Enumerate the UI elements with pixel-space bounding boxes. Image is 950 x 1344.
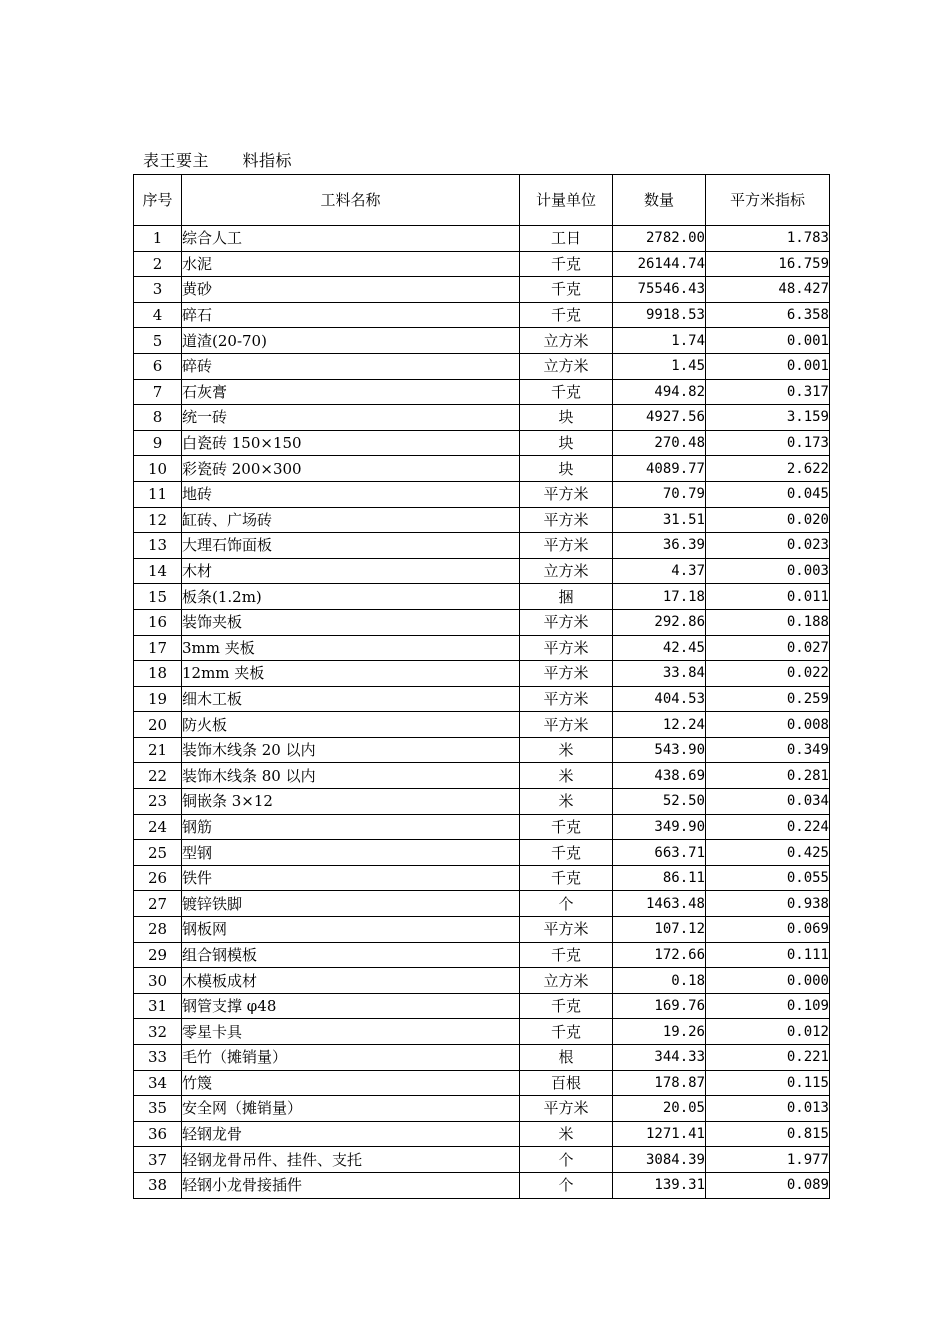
cell-serial-number: 6 <box>134 353 182 379</box>
cell-unit: 捆 <box>520 584 613 610</box>
table-row <box>134 993 830 1019</box>
cell-material-name: 钢管支撑 φ48 <box>182 993 520 1019</box>
cell-per-sqm-index: 48.427 <box>706 277 830 303</box>
cell-unit: 千克 <box>520 942 613 968</box>
cell-quantity: 169.76 <box>613 993 706 1019</box>
cell-material-name: 钢筋 <box>182 814 520 840</box>
table-row <box>134 763 830 789</box>
cell-quantity: 4.37 <box>613 558 706 584</box>
cell-material-name: 板条(1.2m) <box>182 584 520 610</box>
table-row <box>134 251 830 277</box>
cell-serial-number: 10 <box>134 456 182 482</box>
cell-serial-number: 15 <box>134 584 182 610</box>
cell-per-sqm-index: 0.027 <box>706 635 830 661</box>
cell-quantity: 139.31 <box>613 1172 706 1198</box>
cell-per-sqm-index: 0.012 <box>706 1019 830 1045</box>
cell-quantity: 543.90 <box>613 737 706 763</box>
cell-quantity: 19.26 <box>613 1019 706 1045</box>
cell-unit: 千克 <box>520 302 613 328</box>
cell-unit: 平方米 <box>520 712 613 738</box>
header-material-name: 工料名称 <box>182 175 520 226</box>
cell-per-sqm-index: 1.977 <box>706 1147 830 1173</box>
cell-per-sqm-index: 0.259 <box>706 686 830 712</box>
table-row <box>134 456 830 482</box>
cell-material-name: 钢板网 <box>182 917 520 943</box>
cell-material-name: 3mm 夹板 <box>182 635 520 661</box>
cell-material-name: 地砖 <box>182 481 520 507</box>
table-row <box>134 1121 830 1147</box>
cell-serial-number: 33 <box>134 1045 182 1071</box>
header-serial-number: 序号 <box>134 175 182 226</box>
cell-material-name: 碎石 <box>182 302 520 328</box>
cell-quantity: 17.18 <box>613 584 706 610</box>
cell-material-name: 组合钢模板 <box>182 942 520 968</box>
cell-material-name: 缸砖、广场砖 <box>182 507 520 533</box>
cell-serial-number: 27 <box>134 891 182 917</box>
table-row <box>134 840 830 866</box>
cell-material-name: 大理石饰面板 <box>182 533 520 559</box>
table-row <box>134 686 830 712</box>
table-row <box>134 481 830 507</box>
cell-per-sqm-index: 0.815 <box>706 1121 830 1147</box>
cell-serial-number: 3 <box>134 277 182 303</box>
cell-unit: 平方米 <box>520 635 613 661</box>
cell-quantity: 178.87 <box>613 1070 706 1096</box>
cell-unit: 平方米 <box>520 609 613 635</box>
cell-quantity: 4089.77 <box>613 456 706 482</box>
cell-unit: 工日 <box>520 226 613 252</box>
cell-per-sqm-index: 6.358 <box>706 302 830 328</box>
cell-serial-number: 23 <box>134 789 182 815</box>
cell-unit: 千克 <box>520 814 613 840</box>
cell-material-name: 木材 <box>182 558 520 584</box>
cell-per-sqm-index: 0.349 <box>706 737 830 763</box>
cell-quantity: 42.45 <box>613 635 706 661</box>
cell-serial-number: 20 <box>134 712 182 738</box>
cell-quantity: 75546.43 <box>613 277 706 303</box>
cell-per-sqm-index: 0.022 <box>706 661 830 687</box>
cell-quantity: 12.24 <box>613 712 706 738</box>
cell-quantity: 1463.48 <box>613 891 706 917</box>
cell-quantity: 1271.41 <box>613 1121 706 1147</box>
cell-serial-number: 5 <box>134 328 182 354</box>
cell-serial-number: 2 <box>134 251 182 277</box>
cell-material-name: 木模板成材 <box>182 968 520 994</box>
table-row <box>134 1045 830 1071</box>
cell-material-name: 综合人工 <box>182 226 520 252</box>
table-row <box>134 430 830 456</box>
cell-unit: 块 <box>520 405 613 431</box>
table-row <box>134 584 830 610</box>
cell-per-sqm-index: 0.000 <box>706 968 830 994</box>
cell-unit: 平方米 <box>520 507 613 533</box>
table-row <box>134 917 830 943</box>
table-row <box>134 865 830 891</box>
cell-serial-number: 37 <box>134 1147 182 1173</box>
table-row <box>134 661 830 687</box>
cell-serial-number: 16 <box>134 609 182 635</box>
cell-quantity: 438.69 <box>613 763 706 789</box>
table-row <box>134 1019 830 1045</box>
cell-serial-number: 31 <box>134 993 182 1019</box>
table-row <box>134 1147 830 1173</box>
cell-serial-number: 1 <box>134 226 182 252</box>
cell-serial-number: 21 <box>134 737 182 763</box>
cell-material-name: 黄砂 <box>182 277 520 303</box>
cell-per-sqm-index: 2.622 <box>706 456 830 482</box>
cell-material-name: 白瓷砖 150×150 <box>182 430 520 456</box>
cell-material-name: 统一砖 <box>182 405 520 431</box>
cell-quantity: 349.90 <box>613 814 706 840</box>
cell-material-name: 水泥 <box>182 251 520 277</box>
cell-serial-number: 28 <box>134 917 182 943</box>
cell-unit: 米 <box>520 763 613 789</box>
table-body <box>134 226 830 1199</box>
table-row <box>134 507 830 533</box>
cell-material-name: 轻钢龙骨吊件、挂件、支托 <box>182 1147 520 1173</box>
cell-per-sqm-index: 0.069 <box>706 917 830 943</box>
cell-per-sqm-index: 0.089 <box>706 1172 830 1198</box>
cell-quantity: 70.79 <box>613 481 706 507</box>
cell-material-name: 轻钢龙骨 <box>182 1121 520 1147</box>
cell-material-name: 安全网（摊销量） <box>182 1096 520 1122</box>
cell-material-name: 铁件 <box>182 865 520 891</box>
cell-unit: 立方米 <box>520 968 613 994</box>
cell-unit: 米 <box>520 1121 613 1147</box>
cell-per-sqm-index: 0.221 <box>706 1045 830 1071</box>
cell-serial-number: 8 <box>134 405 182 431</box>
cell-unit: 个 <box>520 891 613 917</box>
cell-quantity: 31.51 <box>613 507 706 533</box>
table-row <box>134 379 830 405</box>
table-row <box>134 405 830 431</box>
cell-unit: 立方米 <box>520 558 613 584</box>
cell-quantity: 494.82 <box>613 379 706 405</box>
cell-material-name: 装饰木线条 80 以内 <box>182 763 520 789</box>
table-row <box>134 814 830 840</box>
cell-per-sqm-index: 0.317 <box>706 379 830 405</box>
cell-unit: 个 <box>520 1172 613 1198</box>
cell-unit: 根 <box>520 1045 613 1071</box>
cell-per-sqm-index: 0.013 <box>706 1096 830 1122</box>
cell-per-sqm-index: 0.425 <box>706 840 830 866</box>
table-row <box>134 609 830 635</box>
cell-serial-number: 24 <box>134 814 182 840</box>
table-row <box>134 1070 830 1096</box>
cell-per-sqm-index: 0.938 <box>706 891 830 917</box>
table-row <box>134 789 830 815</box>
table-row <box>134 353 830 379</box>
cell-per-sqm-index: 3.159 <box>706 405 830 431</box>
cell-per-sqm-index: 0.224 <box>706 814 830 840</box>
cell-quantity: 9918.53 <box>613 302 706 328</box>
cell-material-name: 装饰夹板 <box>182 609 520 635</box>
table-row <box>134 533 830 559</box>
cell-per-sqm-index: 0.045 <box>706 481 830 507</box>
table-row <box>134 1172 830 1198</box>
cell-serial-number: 19 <box>134 686 182 712</box>
table-row <box>134 302 830 328</box>
cell-material-name: 镀锌铁脚 <box>182 891 520 917</box>
cell-unit: 千克 <box>520 1019 613 1045</box>
cell-per-sqm-index: 0.055 <box>706 865 830 891</box>
cell-quantity: 107.12 <box>613 917 706 943</box>
cell-unit: 平方米 <box>520 481 613 507</box>
cell-per-sqm-index: 0.173 <box>706 430 830 456</box>
cell-serial-number: 13 <box>134 533 182 559</box>
table-row <box>134 277 830 303</box>
cell-quantity: 172.66 <box>613 942 706 968</box>
cell-serial-number: 18 <box>134 661 182 687</box>
table-row <box>134 737 830 763</box>
cell-unit: 立方米 <box>520 353 613 379</box>
cell-material-name: 细木工板 <box>182 686 520 712</box>
cell-quantity: 344.33 <box>613 1045 706 1071</box>
cell-per-sqm-index: 0.020 <box>706 507 830 533</box>
cell-material-name: 型钢 <box>182 840 520 866</box>
cell-unit: 千克 <box>520 277 613 303</box>
table-row <box>134 635 830 661</box>
cell-per-sqm-index: 1.783 <box>706 226 830 252</box>
cell-serial-number: 12 <box>134 507 182 533</box>
page-title: 表王要主 料指标 <box>143 151 293 170</box>
cell-quantity: 270.48 <box>613 430 706 456</box>
cell-serial-number: 35 <box>134 1096 182 1122</box>
cell-unit: 千克 <box>520 993 613 1019</box>
table-row <box>134 968 830 994</box>
cell-serial-number: 36 <box>134 1121 182 1147</box>
materials-table <box>133 174 830 1199</box>
cell-quantity: 1.45 <box>613 353 706 379</box>
cell-per-sqm-index: 0.115 <box>706 1070 830 1096</box>
cell-serial-number: 26 <box>134 865 182 891</box>
cell-serial-number: 30 <box>134 968 182 994</box>
cell-serial-number: 32 <box>134 1019 182 1045</box>
cell-quantity: 26144.74 <box>613 251 706 277</box>
table-row <box>134 942 830 968</box>
cell-per-sqm-index: 0.011 <box>706 584 830 610</box>
table-row <box>134 712 830 738</box>
cell-material-name: 零星卡具 <box>182 1019 520 1045</box>
table-row <box>134 891 830 917</box>
cell-quantity: 404.53 <box>613 686 706 712</box>
cell-serial-number: 11 <box>134 481 182 507</box>
cell-material-name: 石灰膏 <box>182 379 520 405</box>
cell-per-sqm-index: 0.034 <box>706 789 830 815</box>
cell-serial-number: 25 <box>134 840 182 866</box>
cell-quantity: 86.11 <box>613 865 706 891</box>
cell-unit: 百根 <box>520 1070 613 1096</box>
cell-material-name: 轻钢小龙骨接插件 <box>182 1172 520 1198</box>
header-per-sqm-index: 平方米指标 <box>706 175 830 226</box>
cell-serial-number: 29 <box>134 942 182 968</box>
cell-quantity: 20.05 <box>613 1096 706 1122</box>
cell-material-name: 防火板 <box>182 712 520 738</box>
cell-per-sqm-index: 0.008 <box>706 712 830 738</box>
cell-unit: 平方米 <box>520 917 613 943</box>
cell-serial-number: 9 <box>134 430 182 456</box>
cell-per-sqm-index: 16.759 <box>706 251 830 277</box>
cell-quantity: 292.86 <box>613 609 706 635</box>
cell-material-name: 装饰木线条 20 以内 <box>182 737 520 763</box>
cell-quantity: 52.50 <box>613 789 706 815</box>
cell-per-sqm-index: 0.001 <box>706 328 830 354</box>
cell-unit: 千克 <box>520 379 613 405</box>
cell-quantity: 663.71 <box>613 840 706 866</box>
table-row <box>134 328 830 354</box>
cell-material-name: 道渣(20-70) <box>182 328 520 354</box>
cell-unit: 千克 <box>520 840 613 866</box>
cell-unit: 平方米 <box>520 661 613 687</box>
cell-unit: 块 <box>520 456 613 482</box>
cell-per-sqm-index: 0.188 <box>706 609 830 635</box>
cell-material-name: 铜嵌条 3×12 <box>182 789 520 815</box>
cell-serial-number: 22 <box>134 763 182 789</box>
cell-quantity: 33.84 <box>613 661 706 687</box>
cell-quantity: 36.39 <box>613 533 706 559</box>
cell-serial-number: 17 <box>134 635 182 661</box>
cell-unit: 千克 <box>520 865 613 891</box>
cell-material-name: 竹篾 <box>182 1070 520 1096</box>
cell-quantity: 1.74 <box>613 328 706 354</box>
cell-unit: 千克 <box>520 251 613 277</box>
cell-per-sqm-index: 0.023 <box>706 533 830 559</box>
cell-per-sqm-index: 0.001 <box>706 353 830 379</box>
cell-per-sqm-index: 0.003 <box>706 558 830 584</box>
cell-quantity: 4927.56 <box>613 405 706 431</box>
cell-quantity: 2782.00 <box>613 226 706 252</box>
cell-unit: 米 <box>520 737 613 763</box>
cell-serial-number: 38 <box>134 1172 182 1198</box>
cell-serial-number: 14 <box>134 558 182 584</box>
cell-serial-number: 34 <box>134 1070 182 1096</box>
header-quantity: 数量 <box>613 175 706 226</box>
table-row <box>134 1096 830 1122</box>
cell-unit: 个 <box>520 1147 613 1173</box>
cell-material-name: 碎砖 <box>182 353 520 379</box>
cell-quantity: 0.18 <box>613 968 706 994</box>
header-unit: 计量单位 <box>520 175 613 226</box>
cell-unit: 平方米 <box>520 686 613 712</box>
cell-per-sqm-index: 0.281 <box>706 763 830 789</box>
cell-unit: 块 <box>520 430 613 456</box>
table-header-row <box>134 175 830 226</box>
cell-serial-number: 7 <box>134 379 182 405</box>
cell-per-sqm-index: 0.111 <box>706 942 830 968</box>
table-row <box>134 558 830 584</box>
cell-material-name: 彩瓷砖 200×300 <box>182 456 520 482</box>
cell-unit: 平方米 <box>520 1096 613 1122</box>
cell-unit: 米 <box>520 789 613 815</box>
cell-serial-number: 4 <box>134 302 182 328</box>
cell-material-name: 毛竹（摊销量） <box>182 1045 520 1071</box>
table-row <box>134 226 830 252</box>
cell-material-name: 12mm 夹板 <box>182 661 520 687</box>
cell-quantity: 3084.39 <box>613 1147 706 1173</box>
cell-unit: 立方米 <box>520 328 613 354</box>
cell-per-sqm-index: 0.109 <box>706 993 830 1019</box>
cell-unit: 平方米 <box>520 533 613 559</box>
